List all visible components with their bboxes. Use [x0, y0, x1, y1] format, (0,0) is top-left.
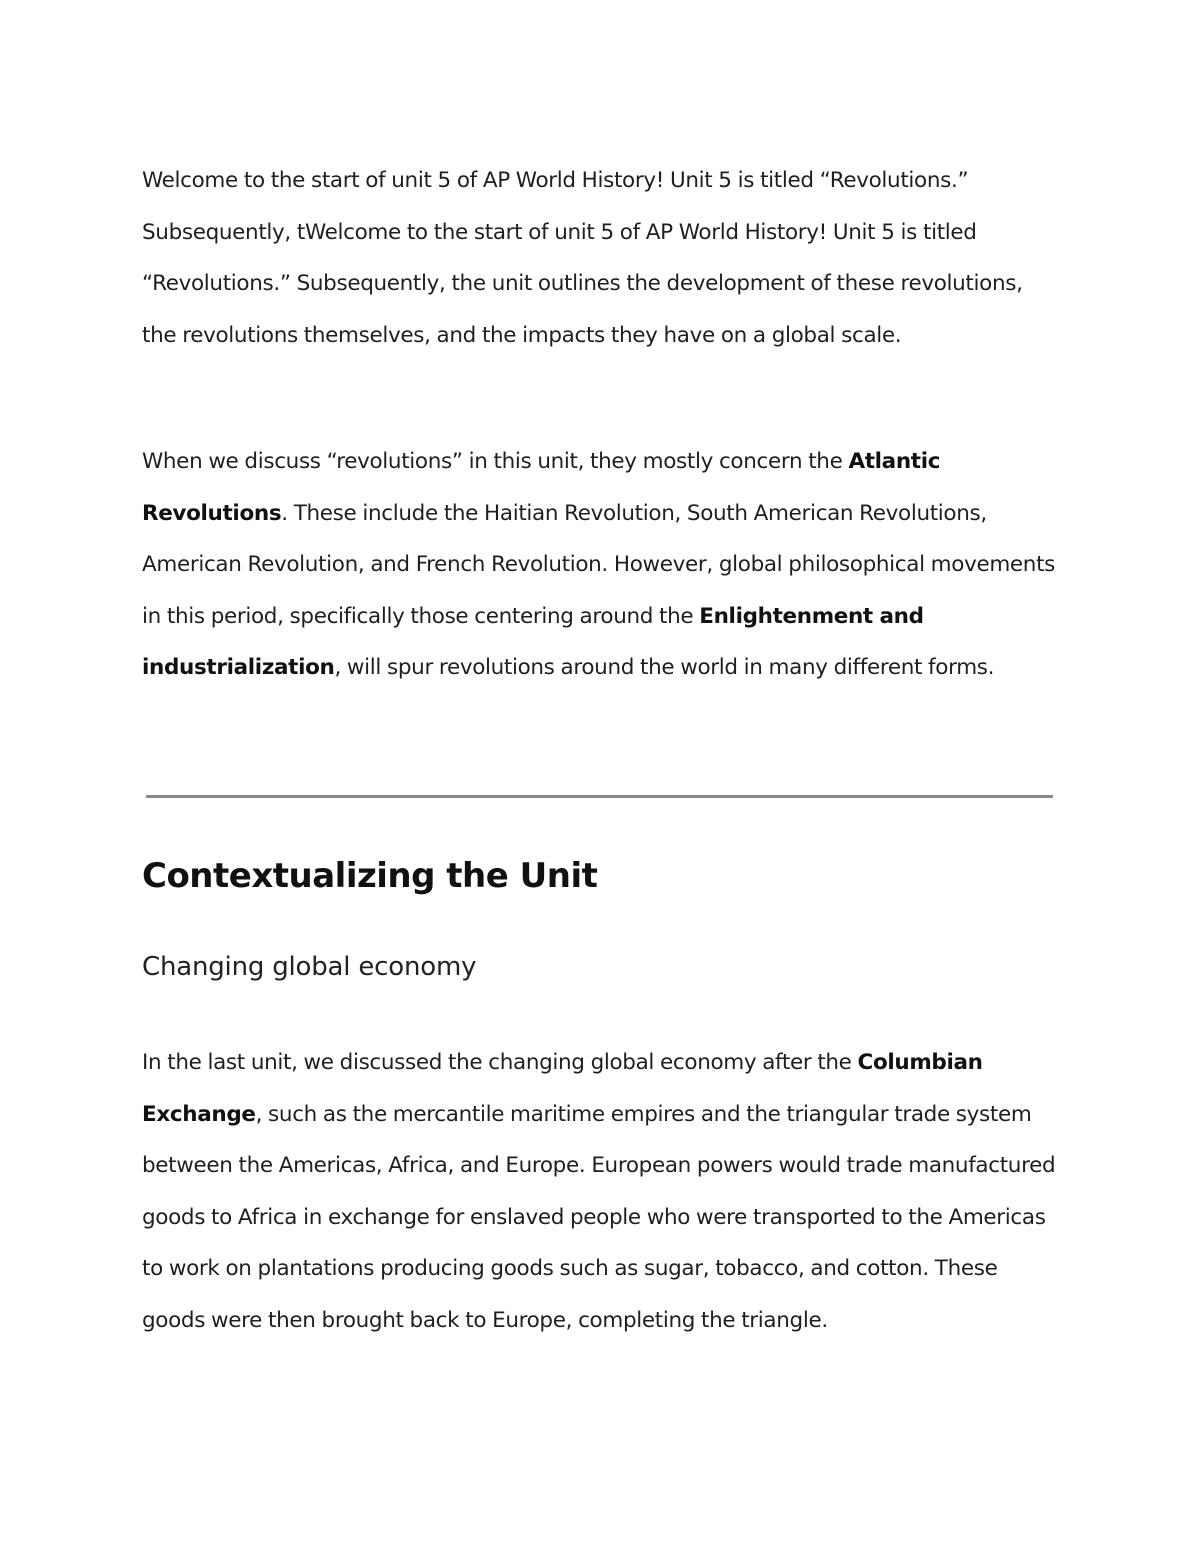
horizontal-divider — [146, 795, 1053, 798]
intro-p2-text-3: , will spur revolutions around the world in many different forms. — [334, 655, 995, 680]
economy-p-text-2: , such as the mercantile maritime empires and the triangular trade system between the Americas, Africa, and Europe. European powers would trade manufactured goods to Africa in exchange for enslaved people who were transported to the Americas to work on plantations producing goods such as sugar, tobacco, and cotton. These goods were then brought back to Europe, completing the triangle. — [142, 1101, 1056, 1333]
section-subheading: Changing global economy — [142, 952, 477, 982]
economy-paragraph — [142, 1037, 1062, 1346]
intro-p2-text-2: . These include the Haitian Revolution, South American Revolutions, American Revolution, and French Revolution. However, global philosophical movements in this period, specifically those centering around the — [142, 500, 1056, 629]
intro-paragraph-1-text: Welcome to the start of unit 5 of AP World History! Unit 5 is titled “Revolutions.” Subsequently, tWelcome to the start of unit 5 of AP World History! Unit 5 is titled “Revolutions.” Subsequently, the unit outlines the development of these revolutions, the revolutions themselves, and the impacts they have on a global scale. — [142, 168, 1023, 348]
section-heading: Contextualizing the Unit — [142, 856, 598, 896]
intro-paragraph-1 — [142, 155, 1062, 361]
atlantic-revolutions-term: Atlantic Revolutions — [142, 449, 941, 526]
intro-p2-text-1: When we discuss “revolutions” in this unit, they mostly concern the — [142, 449, 849, 474]
intro-paragraph-2 — [142, 436, 1062, 694]
economy-p-text-1: In the last unit, we discussed the changing global economy after the — [142, 1050, 858, 1075]
columbian-exchange-term: Columbian Exchange — [142, 1050, 983, 1127]
enlightenment-term: Enlightenment and industrialization — [142, 603, 924, 680]
